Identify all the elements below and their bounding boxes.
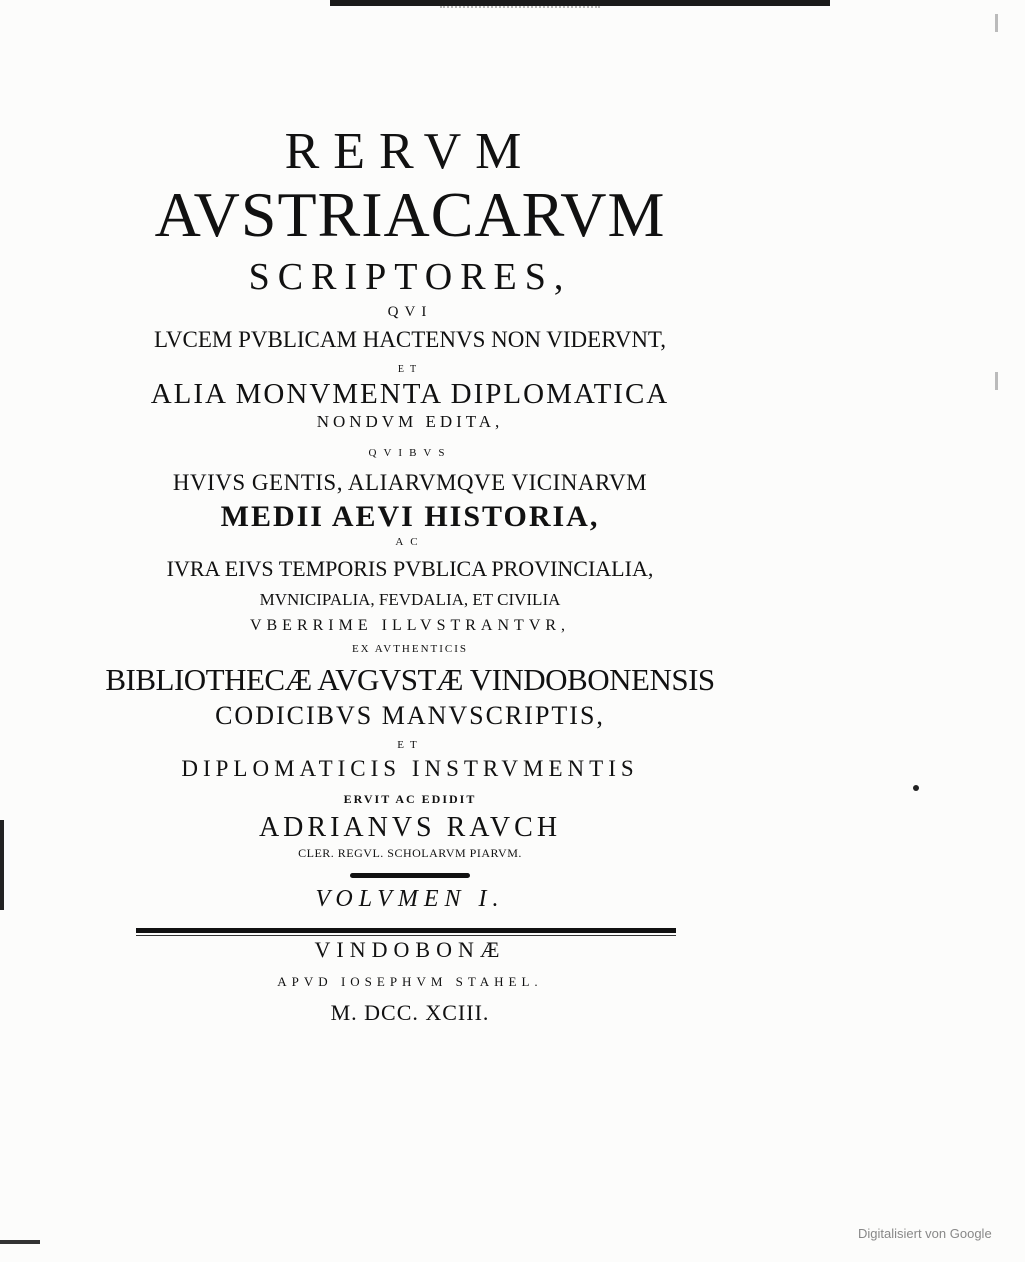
digitization-watermark: Digitalisiert von Google — [858, 1226, 992, 1241]
long-rule-thin — [136, 935, 676, 936]
editor-intro: ERVIT AC EDIDIT — [343, 792, 477, 806]
title-line-2: AVSTRIACARVM — [154, 179, 666, 250]
subtitle-line-14: MVNICIPALIA, FEVDALIA, ET CIVILIA — [259, 590, 561, 609]
subtitle-line-4: QVI — [387, 304, 433, 320]
author-name: ADRIANVS RAVCH — [258, 812, 562, 843]
subtitle-line-8: NONDVM EDITA, — [316, 412, 504, 431]
scan-bottom-left-edge — [0, 1240, 40, 1244]
subtitle-line-16: EX AVTHENTICIS — [351, 643, 469, 655]
subtitle-line-18: CODICIBVS MANVSCRIPTIS, — [215, 701, 605, 730]
subtitle-line-10: HVIVS GENTIS, ALIARVMQVE VICINARVM — [172, 470, 648, 495]
subtitle-line-19: ET — [397, 739, 423, 751]
subtitle-line-20: DIPLOMATICIS INSTRVMENTIS — [181, 756, 639, 781]
subtitle-line-9: QVIBVS — [368, 447, 452, 459]
subtitle-line-12: AC — [395, 536, 425, 548]
scan-edge-mark — [995, 14, 998, 32]
subtitle-line-11: MEDII AEVI HISTORIA, — [220, 500, 600, 533]
title-line-3: SCRIPTORES, — [248, 256, 572, 298]
imprint-publisher: APVD IOSEPHVM STAHEL. — [277, 974, 543, 989]
imprint-place: VINDOBONÆ — [314, 937, 506, 962]
short-rule — [350, 873, 470, 878]
speck — [913, 785, 919, 791]
title-line-1: RERVM — [284, 123, 536, 180]
author-affiliation: CLER. REGVL. SCHOLARVM PIARVM. — [298, 846, 522, 860]
subtitle-line-5: LVCEM PVBLICAM HACTENVS NON VIDERVNT, — [153, 327, 667, 352]
imprint-year: M. DCC. XCIII. — [330, 1000, 490, 1025]
subtitle-line-15: VBERRIME ILLVSTRANTVR, — [249, 617, 571, 634]
subtitle-line-17: BIBLIOTHECÆ AVGVSTÆ VINDOBONENSIS — [105, 662, 715, 697]
scan-noise — [440, 6, 600, 22]
volume-label: VOLVMEN I. — [315, 886, 505, 912]
subtitle-line-6: ET — [397, 364, 423, 375]
scan-edge-mark — [995, 372, 998, 390]
long-rule — [136, 928, 676, 933]
subtitle-line-7: ALIA MONVMENTA DIPLOMATICA — [150, 378, 670, 410]
subtitle-line-13: IVRA EIVS TEMPORIS PVBLICA PROVINCIALIA, — [166, 556, 654, 581]
